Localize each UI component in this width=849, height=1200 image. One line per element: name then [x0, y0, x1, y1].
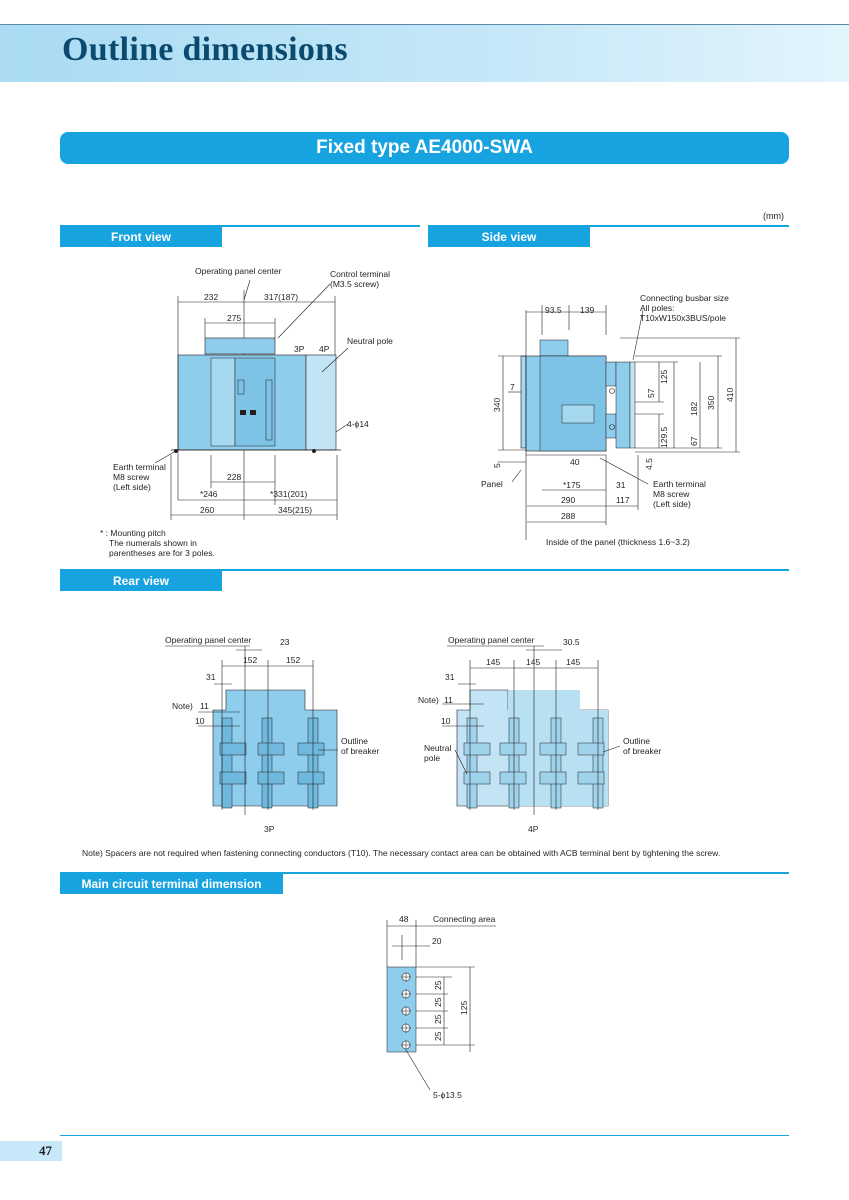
side-dim-31: 31	[616, 480, 626, 490]
side-dim-7: 7	[510, 382, 515, 392]
rear3p-dim-31: 31	[206, 672, 216, 682]
side-dim-5: 5	[492, 463, 502, 468]
front-holes: 4-ϕ14	[347, 419, 369, 429]
unit-label: (mm)	[763, 211, 784, 221]
front-control-terminal-screw: (M3.5 screw)	[330, 279, 380, 289]
rear3p-dim-23: 23	[280, 637, 290, 647]
side-inside-panel: Inside of the panel (thickness 1.6~3.2)	[546, 537, 690, 547]
front-earth-screw: M8 screw	[113, 472, 150, 482]
side-earth-side: (Left side)	[653, 499, 691, 509]
side-dim-175: *175	[563, 480, 581, 490]
front-3p: 3P	[294, 344, 305, 354]
front-dim-246: *246	[200, 489, 218, 499]
side-dim-182: 182	[689, 401, 699, 416]
rear3p-dim-10: 10	[195, 716, 205, 726]
side-dim-4-5: 4.5	[644, 458, 654, 470]
side-dim-290: 290	[561, 495, 576, 505]
front-op-panel-center: Operating panel center	[195, 266, 282, 276]
side-panel-label: Panel	[481, 479, 503, 489]
front-dim-317: 317(187)	[264, 292, 299, 302]
mounting-note-line2: The numerals shown in	[109, 538, 197, 548]
rear-note: Note) Spacers are not required when fastening connecting conductors (T10). The necessary contact area can be obtained with ACB terminal bent by tightening the screw.	[82, 848, 721, 858]
rear3p-outline-breaker: of breaker	[341, 746, 380, 756]
rear4p-dim-11: 11	[444, 695, 453, 705]
rear3p-dim-152b: 152	[286, 655, 301, 665]
front-view-tab: Front view	[60, 227, 222, 247]
rear4p-dim-145c: 145	[566, 657, 581, 667]
side-busbar-spec: T10xW150x3BUS/pole	[640, 313, 726, 323]
front-dim-228: 228	[227, 472, 242, 482]
footer-line	[60, 1135, 789, 1136]
side-dim-139: 139	[580, 305, 595, 315]
rear3p-dim-152a: 152	[243, 655, 258, 665]
mounting-note-line3: parentheses are for 3 poles.	[109, 548, 215, 558]
term-dim-125: 125	[459, 1000, 469, 1015]
front-earth-terminal: Earth terminal	[113, 462, 166, 472]
rear4p-outline: Outline	[623, 736, 650, 746]
front-dim-331: *331(201)	[270, 489, 308, 499]
front-neutral-pole: Neutral pole	[347, 336, 393, 346]
rear4p-dim-31: 31	[445, 672, 455, 682]
rear4p-dim-30-5: 30.5	[563, 637, 580, 647]
subtitle-bar: Fixed type AE4000-SWA	[60, 132, 789, 164]
term-connecting-area: Connecting area	[433, 914, 496, 924]
side-dim-129: 129.5	[659, 426, 669, 448]
side-busbar-size: Connecting busbar size	[640, 293, 729, 303]
front-dim-232: 232	[204, 292, 219, 302]
side-earth-terminal: Earth terminal	[653, 479, 706, 489]
rear4p-neutral-pole: pole	[424, 753, 441, 763]
rear3p-outline: Outline	[341, 736, 368, 746]
side-busbar-poles: All poles:	[640, 303, 675, 313]
rear4p-dim-145a: 145	[486, 657, 501, 667]
rear4p-note: Note)	[418, 695, 439, 705]
term-holes: 5-ϕ13.5	[433, 1090, 462, 1100]
front-dim-275: 275	[227, 313, 242, 323]
rear-view-tab: Rear view	[60, 571, 222, 591]
rear3p-dim-11: 11	[200, 701, 209, 711]
term-dim-25a: 25	[433, 980, 443, 990]
rear3p-label: 3P	[264, 824, 275, 834]
front-control-terminal: Control terminal	[330, 269, 390, 279]
rear3p-op-center: Operating panel center	[165, 635, 252, 645]
mounting-note-line1: * : Mounting pitch	[100, 528, 166, 538]
terminal-tab: Main circuit terminal dimension	[60, 874, 283, 894]
term-dim-25c: 25	[433, 1014, 443, 1024]
rear4p-op-center: Operating panel center	[448, 635, 535, 645]
side-dim-350: 350	[706, 395, 716, 410]
side-dim-57: 57	[646, 388, 656, 398]
rear4p-label: 4P	[528, 824, 539, 834]
side-dim-288: 288	[561, 511, 576, 521]
page-number: 47	[0, 1141, 62, 1161]
rear4p-neutral: Neutral	[424, 743, 452, 753]
term-dim-20: 20	[432, 936, 442, 946]
side-view-tab: Side view	[428, 227, 590, 247]
rear4p-dim-145b: 145	[526, 657, 541, 667]
page-title: Outline dimensions	[62, 31, 348, 68]
side-dim-67: 67	[689, 436, 699, 446]
rear4p-outline-breaker: of breaker	[623, 746, 662, 756]
term-dim-48: 48	[399, 914, 409, 924]
side-dim-93: 93.5	[545, 305, 562, 315]
front-earth-side: (Left side)	[113, 482, 151, 492]
rear4p-dim-10: 10	[441, 716, 451, 726]
side-dim-40: 40	[570, 457, 580, 467]
side-earth-screw: M8 screw	[653, 489, 690, 499]
side-dim-340: 340	[492, 397, 502, 412]
side-dim-117: 117	[616, 495, 630, 505]
rear3p-note: Note)	[172, 701, 193, 711]
side-dim-410: 410	[725, 387, 735, 402]
front-4p: 4P	[319, 344, 330, 354]
term-dim-25b: 25	[433, 997, 443, 1007]
front-dim-345: 345(215)	[278, 505, 313, 515]
front-dim-260: 260	[200, 505, 215, 515]
side-dim-125: 125	[659, 369, 669, 384]
term-dim-25d: 25	[433, 1031, 443, 1041]
